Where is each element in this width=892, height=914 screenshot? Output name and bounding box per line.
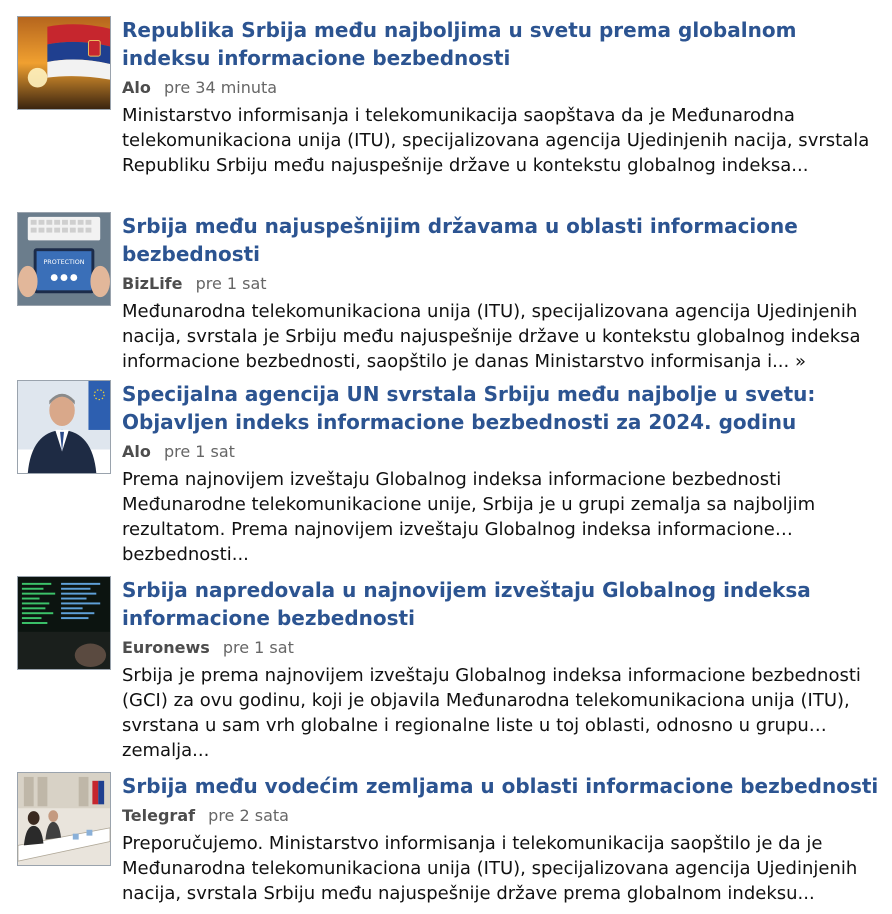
article-meta	[122, 806, 884, 826]
article-content	[122, 380, 884, 565]
article-summary-text: Međunarodna telekomunikaciona unija (ITU), specijalizovana agencija Ujedinjenih nacija, svrstala je Srbiju među najuspešnije države u kontekstu globalnog indeksa informacione bezbednosti, saopštilo je danas Ministarstvo informisanja i...	[122, 301, 861, 372]
code-screen-icon	[18, 577, 110, 669]
article-source[interactable]: Alo	[122, 78, 151, 97]
article-meta	[122, 274, 884, 294]
article-headline[interactable]: Specijalna agencija UN svrstala Srbiju među najbolje u svetu: Objavljen indeks informacione bezbednosti za 2024. godinu	[122, 382, 816, 434]
article-time: pre 1 sat	[163, 442, 235, 461]
article-source[interactable]: Telegraf	[122, 806, 196, 825]
thumbnail-minister-portrait[interactable]	[17, 380, 111, 474]
article-summary-text: Preporučujemo. Ministarstvo informisanja i telekomunikacija saopštilo je da je Međunarodna telekomunikaciona unija (ITU), specijalizovana agencija Ujedinjenih nacija, svrstala Srbiju među najuspešnije države prema globalnom indeksu...	[122, 833, 858, 904]
article-time: pre 34 minuta	[163, 78, 278, 97]
thumbnail-serbian-flag[interactable]	[17, 16, 111, 110]
article-time: pre 1 sat	[195, 274, 267, 293]
thumbnail-code-screen[interactable]	[17, 576, 111, 670]
article-summary-text: Srbija je prema najnovijem izveštaju Globalnog indeksa informacione bezbednosti (GCI) za ovu godinu, koji je objavila Međunarodna telekomunikaciona unija (ITU), svrstana u sam vrh globalne i regionalne liste u toj oblasti, odnosno u grupu zemalja...	[122, 665, 861, 761]
article-summary	[122, 299, 884, 374]
meeting-room-icon	[18, 773, 110, 865]
article-content	[122, 16, 884, 178]
minister-portrait-icon	[18, 381, 110, 473]
article-headline[interactable]: Srbija napredovala u najnovijem izveštaju Globalnog indeksa informacione bezbednosti	[122, 578, 811, 630]
serbian-flag-icon	[18, 17, 110, 109]
article-time: pre 1 sat	[222, 638, 294, 657]
article-summary	[122, 467, 884, 565]
article-summary-text: Ministarstvo informisanja i telekomunikacija saopštava da je Međunarodna telekomunikaciona unija (ITU), specijalizovana agencija Ujedinjenih nacija, svrstala Republiku Srbiju među najuspešnije države u kontekstu globalnog indeksa...	[122, 105, 870, 176]
article-content	[122, 772, 884, 906]
tablet-protection-icon	[18, 213, 110, 305]
thumbnail-meeting-room[interactable]	[17, 772, 111, 866]
article-content	[122, 576, 884, 761]
article-meta	[122, 78, 884, 98]
article-summary	[122, 831, 884, 906]
article-meta	[122, 638, 884, 658]
article-headline[interactable]: Srbija među najuspešnijim državama u oblasti informacione bezbednosti	[122, 214, 798, 266]
read-more-link[interactable]: »	[789, 351, 806, 372]
article-source[interactable]: BizLife	[122, 274, 183, 293]
article-headline[interactable]: Republika Srbija među najboljima u svetu prema globalnom indeksu informacione bezbednosti	[122, 18, 797, 70]
article-source[interactable]: Euronews	[122, 638, 210, 657]
tablet-text: PROTECTION	[43, 258, 85, 266]
article-summary	[122, 103, 884, 178]
thumbnail-tablet-protection[interactable]	[17, 212, 111, 306]
article-source[interactable]: Alo	[122, 442, 151, 461]
article-meta	[122, 442, 884, 462]
article-summary-text: Prema najnovijem izveštaju Globalnog indeksa informacione bezbednosti Međunarodne telekomunikacione unije, Srbija je u grupi zemalja sa najboljim rezultatom. Prema najnovijem izveštaju Globalnog indeksa informacione bezbednosti...	[122, 469, 816, 565]
article-time: pre 2 sata	[208, 806, 289, 825]
article-headline[interactable]: Srbija među vodećim zemljama u oblasti informacione bezbednosti	[122, 774, 879, 798]
article-content	[122, 212, 884, 374]
article-summary	[122, 663, 884, 761]
